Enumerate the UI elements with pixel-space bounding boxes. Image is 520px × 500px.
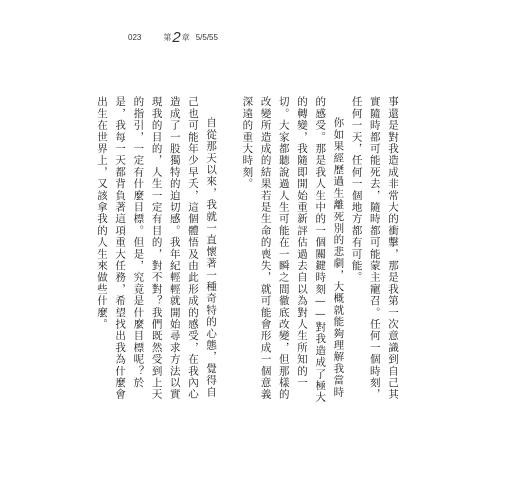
page-header [128, 27, 218, 47]
paragraph: 自從那天以來，我就一直懷著一種奇特的心態，覺得自己也可能年少早夭，這個體悟及由此形成的感受，在我內心造成了一股獨特的迫切感。我年紀輕輕就開始尋求方法以實現我的目的，人生一定有目的，對不對？我們既然受到上天的指引，一定有什麼目標。但是，究竟是什麼目標呢？於是，我每一天都背負著這項重大任務，希望找出我為什麼會出生在世界上，又該拿我的人生來做些什麼。 [95, 96, 218, 401]
chapter-number: 2 [172, 28, 181, 46]
chapter-label [163, 30, 189, 45]
paragraph: 事還是對我造成非常大的衝擊，那是我第一次意識到自己其實隨時都可能死去，隨時都可能蒙主寵召。任何一個時刻，任何一天，任何一個地方都有可能。 [350, 96, 399, 401]
page-number: 023 [128, 32, 142, 42]
paragraph: 你如果經歷過生離死別的悲劇，大概就能夠理解我當時的感受。那是我人生中的一個關鍵時刻——對我造成了極大的轉變，我隨即開始重新評估過去自以為對人生所知的一切。大家都聽說過人生可能在一瞬之間徹底改變，但那樣的改變所造成的結果若是生命的喪失，就可能會形成一個意義深遠的重大時刻。 [241, 96, 345, 404]
page-date: 5/5/55 [195, 32, 218, 42]
chapter-suffix: 章 [181, 32, 190, 42]
body-text [95, 96, 402, 406]
chapter-prefix: 第 [163, 32, 172, 42]
